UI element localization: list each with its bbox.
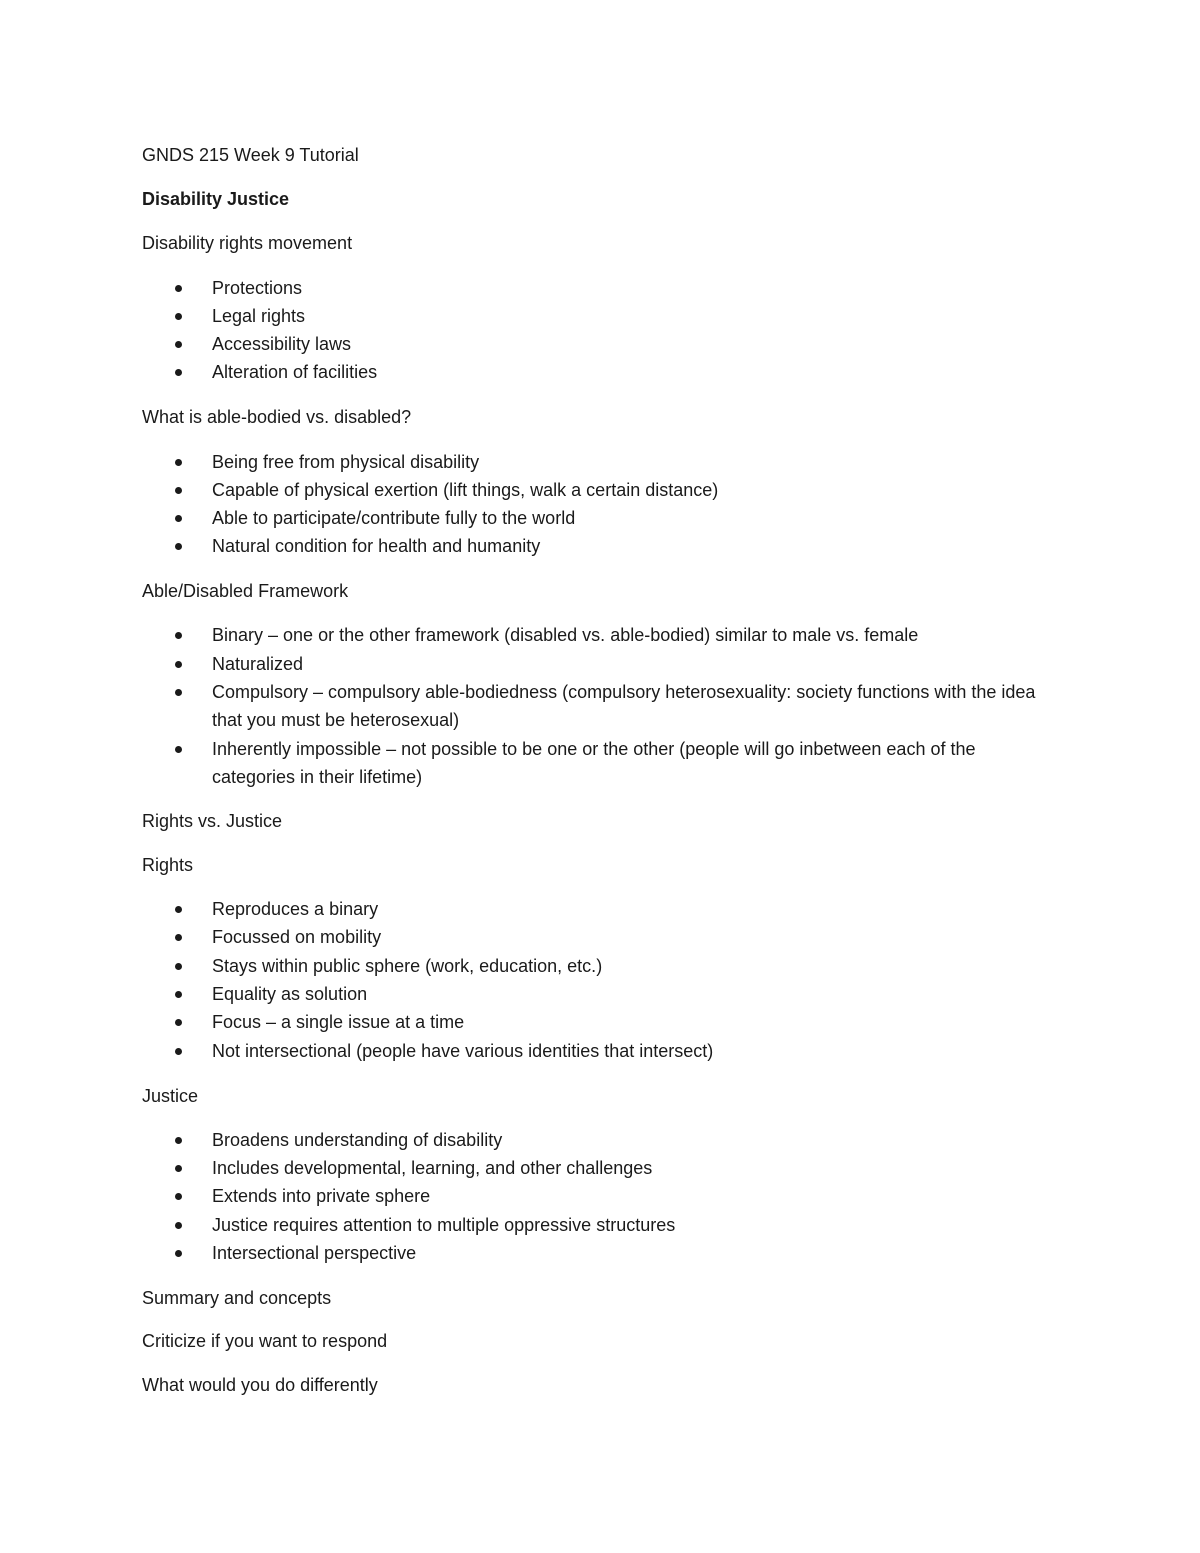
bullet-icon (175, 1137, 182, 1144)
list-item: Naturalized (142, 650, 1062, 678)
bullet-icon (175, 341, 182, 348)
list-item: Alteration of facilities (142, 358, 1062, 386)
bullet-icon (175, 1019, 182, 1026)
bullet-icon (175, 632, 182, 639)
bullet-icon (175, 313, 182, 320)
bullet-icon (175, 746, 182, 753)
list-item: Broadens understanding of disability (142, 1126, 1062, 1154)
section-heading-framework: Able/Disabled Framework (142, 581, 349, 601)
list-item: Focus – a single issue at a time (142, 1008, 1062, 1036)
bullet-icon (175, 689, 182, 696)
bullet-icon (175, 1193, 182, 1200)
closing-line-summary: Summary and concepts (142, 1288, 332, 1308)
closing-line-differently: What would you do differently (142, 1375, 378, 1395)
bullet-icon (175, 963, 182, 970)
bullet-icon (175, 487, 182, 494)
list-item: Reproduces a binary (142, 895, 1062, 923)
list-item: Able to participate/contribute fully to the world (142, 504, 1062, 532)
main-heading: Disability Justice (142, 189, 290, 209)
list-item: Equality as solution (142, 980, 1062, 1008)
list-item: Justice requires attention to multiple oppressive structures (142, 1211, 1062, 1239)
course-title: GNDS 215 Week 9 Tutorial (142, 145, 359, 165)
bullet-icon (175, 1048, 182, 1055)
list-item: Not intersectional (people have various identities that intersect) (142, 1037, 1062, 1065)
list-item: Inherently impossible – not possible to be one or the other (people will go inbetween each of the categories in their lifetime) (142, 735, 1062, 791)
list-item: Protections (142, 274, 1062, 302)
section-heading-rights-vs-justice: Rights vs. Justice (142, 811, 283, 831)
section-heading-rights-movement: Disability rights movement (142, 233, 353, 253)
list-item: Accessibility laws (142, 330, 1062, 358)
bullet-icon (175, 543, 182, 550)
bullet-icon (175, 1222, 182, 1229)
section-heading-able-vs-disabled: What is able-bodied vs. disabled? (142, 407, 412, 427)
bullet-icon (175, 906, 182, 913)
list-item: Includes developmental, learning, and other challenges (142, 1154, 1062, 1182)
list-item: Extends into private sphere (142, 1182, 1062, 1210)
bullet-icon (175, 515, 182, 522)
list-item: Stays within public sphere (work, education, etc.) (142, 952, 1062, 980)
list-item: Focussed on mobility (142, 923, 1062, 951)
list-item: Intersectional perspective (142, 1239, 1062, 1267)
bullet-icon (175, 934, 182, 941)
closing-line-criticize: Criticize if you want to respond (142, 1331, 388, 1351)
section-heading-rights: Rights (142, 855, 194, 875)
bullet-icon (175, 285, 182, 292)
bullet-icon (175, 1250, 182, 1257)
list-item: Being free from physical disability (142, 448, 1062, 476)
list-item: Legal rights (142, 302, 1062, 330)
list-item: Binary – one or the other framework (disabled vs. able-bodied) similar to male vs. female (142, 621, 1062, 649)
bullet-icon (175, 369, 182, 376)
bullet-icon (175, 661, 182, 668)
list-item: Natural condition for health and humanity (142, 532, 1062, 560)
list-item: Compulsory – compulsory able-bodiedness (compulsory heterosexuality: society functions with the idea that you must be heterosexual) (142, 678, 1062, 734)
list-item: Capable of physical exertion (lift things, walk a certain distance) (142, 476, 1062, 504)
bullet-icon (175, 459, 182, 466)
section-heading-justice: Justice (142, 1086, 199, 1106)
bullet-icon (175, 1165, 182, 1172)
bullet-icon (175, 991, 182, 998)
